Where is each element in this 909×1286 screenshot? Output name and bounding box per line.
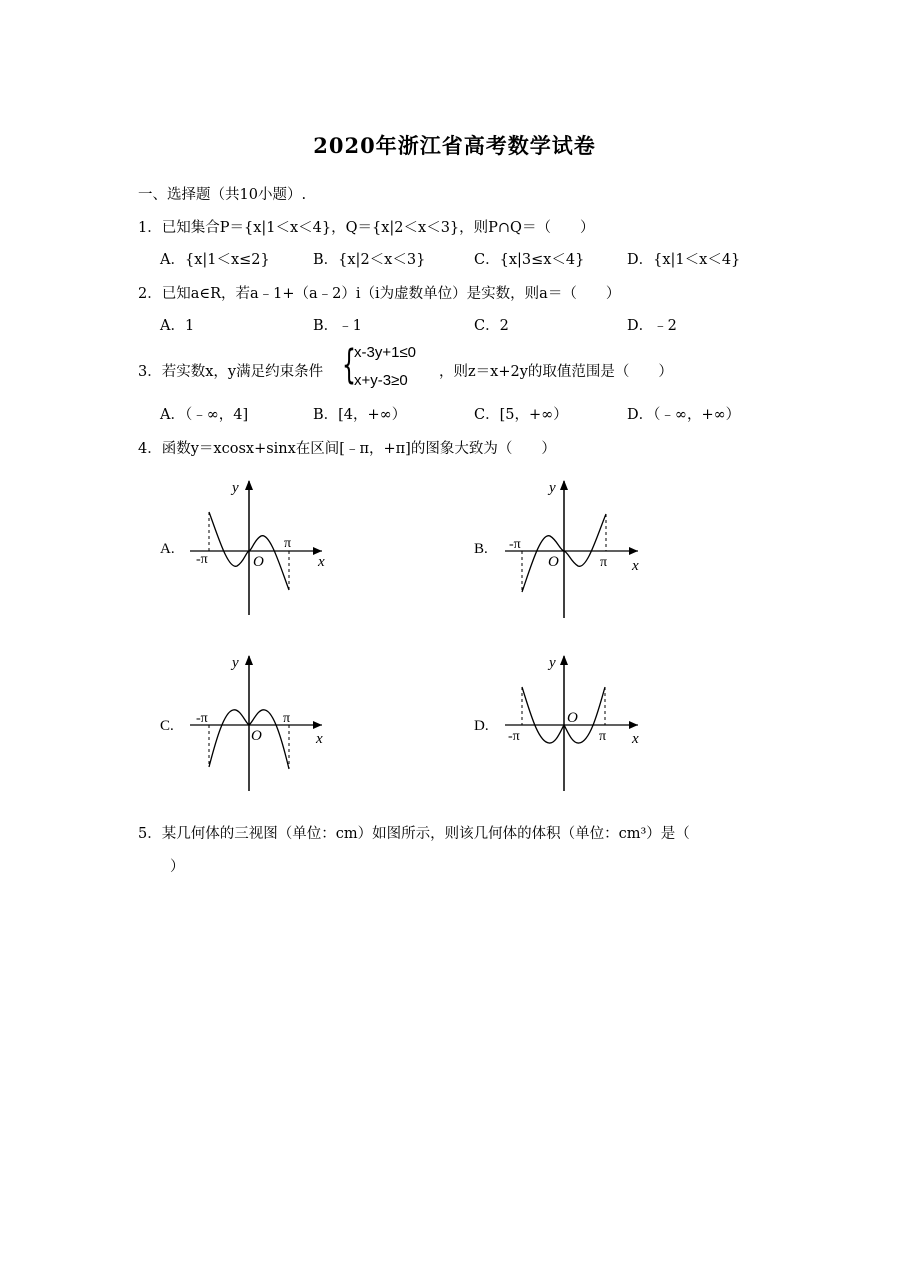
graph-a-origin: O (253, 554, 264, 570)
graph-d-pi: π (599, 729, 607, 744)
q1-option-d: D．{x|1＜x＜4} (627, 252, 741, 268)
question-5-stem-cont: ） (170, 859, 185, 875)
graph-c (160, 655, 323, 791)
graph-b-origin: O (548, 554, 559, 570)
q2-option-c: C．2 (474, 318, 509, 334)
q1-option-a: A．{x|1＜x≤2} (160, 252, 270, 268)
question-5-stem: 5．某几何体的三视图（单位：cm）如图所示，则该几何体的体积（单位：cm³）是（ (138, 826, 690, 842)
graph-b-x-label: x (632, 558, 639, 574)
graph-c-origin: O (251, 728, 262, 744)
graph-d-y-label: y (549, 655, 556, 671)
graph-b-neg-pi: -π (509, 537, 521, 552)
graph-a-y-label: y (232, 480, 239, 496)
graph-a-label: A. (160, 541, 175, 557)
graph-c-neg-pi: -π (196, 711, 208, 726)
graph-b (474, 480, 639, 618)
q3-option-d: D．（﹣∞，+∞） (627, 407, 741, 423)
graph-b-pi: π (600, 555, 608, 570)
graph-a-x-label: x (318, 554, 325, 570)
graph-a (160, 480, 325, 615)
q2-option-a: A．1 (160, 318, 195, 334)
question-3-stem: 3．若实数x，y满足约束条件 (138, 364, 324, 380)
graph-d-origin: O (567, 710, 578, 726)
q3-option-a: A．（﹣∞，4] (160, 407, 249, 423)
graph-a-neg-pi: -π (196, 552, 208, 567)
graph-b-label: B. (474, 541, 488, 557)
question-3-stem-end: ，则z＝x+2y的取值范围是（ ） (439, 364, 673, 380)
q2-option-d: D．﹣2 (627, 318, 677, 334)
constraint-2: x+y-3≥0 (354, 372, 408, 389)
q3-option-b: B．[4，+∞） (313, 407, 407, 423)
q1-option-b: B．{x|2＜x＜3} (313, 252, 426, 268)
graph-a-pi: π (284, 536, 292, 551)
graph-c-pi: π (283, 711, 291, 726)
graph-d-x-label: x (632, 731, 639, 747)
q1-option-c: C．{x|3≤x＜4} (474, 252, 585, 268)
page-title: 2020年浙江省高考数学试卷 (313, 133, 596, 158)
graph-d-label: D. (474, 718, 489, 734)
graph-c-y-label: y (232, 655, 239, 671)
graph-b-y-label: y (549, 480, 556, 496)
constraint-1: x-3y+1≤0 (354, 344, 417, 361)
graph-d-neg-pi: -π (508, 729, 520, 744)
graph-d (474, 655, 639, 791)
graph-c-label: C. (160, 718, 174, 734)
section-heading: 一、选择题（共10小题）. (138, 187, 307, 203)
question-4-stem: 4．函数y＝xcosx+sinx在区间[﹣π，+π]的图象大致为（ ） (138, 441, 556, 457)
question-1-stem: 1．已知集合P＝{x|1＜x＜4}，Q＝{x|2＜x＜3}，则P∩Q＝（ ） (138, 220, 595, 236)
question-2-stem: 2．已知a∈R，若a﹣1+（a﹣2）i（i为虚数单位）是实数，则a＝（ ） (138, 286, 621, 302)
q3-option-c: C．[5，+∞） (474, 407, 568, 423)
q2-option-b: B．﹣1 (313, 318, 362, 334)
constraint-brace: { (342, 342, 356, 388)
graph-c-x-label: x (316, 731, 323, 747)
